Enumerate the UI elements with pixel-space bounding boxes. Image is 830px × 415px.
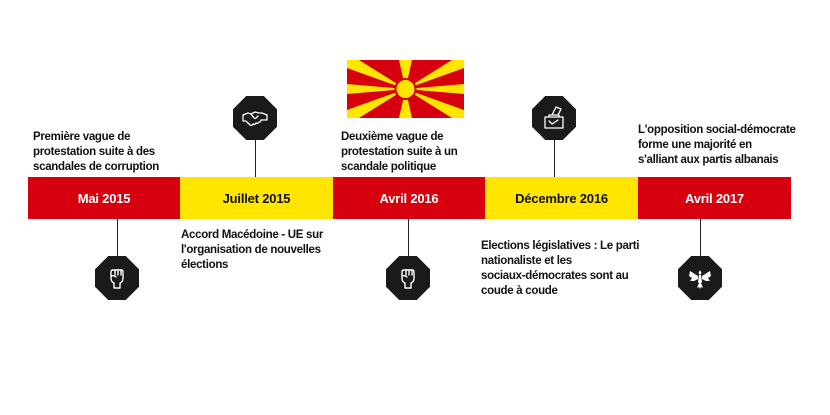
timeline-segment-decembre-2016: Décembre 2016 [485, 177, 638, 219]
connector-line [117, 219, 118, 257]
connector-line [554, 140, 555, 177]
timeline-segment-mai-2015: Mai 2015 [28, 177, 180, 219]
timeline-bar [28, 177, 791, 219]
timeline-segment-avril-2017: Avril 2017 [638, 177, 791, 219]
albanian-eagle-icon [678, 256, 722, 300]
connector-line [700, 219, 701, 257]
handshake-icon [233, 96, 277, 140]
connector-line [255, 140, 256, 177]
raised-fist-icon [95, 256, 139, 300]
raised-fist-icon [386, 256, 430, 300]
event-text-juillet-2015: Accord Macédoine - UE sur l'organisation de nouvelles élections [181, 229, 324, 271]
event-text-mai-2015: Première vague de protestation suite à des scandales de corruption [33, 131, 160, 173]
north-macedonia-flag-icon [347, 60, 464, 118]
event-text-avril-2016: Deuxième vague de protestation suite à un scandale politique [341, 131, 458, 173]
timeline-segment-juillet-2015: Juillet 2015 [180, 177, 333, 219]
connector-line [408, 219, 409, 257]
ballot-box-icon [532, 96, 576, 140]
event-text-decembre-2016: Elections législatives : Le parti nationaliste et les sociaux-démocrates sont au coude à coude [481, 240, 640, 297]
event-text-avril-2017: L'opposition social-démocrate forme une majorité en s'alliant aux partis albanais [638, 124, 796, 166]
timeline-segment-avril-2016: Avril 2016 [333, 177, 485, 219]
